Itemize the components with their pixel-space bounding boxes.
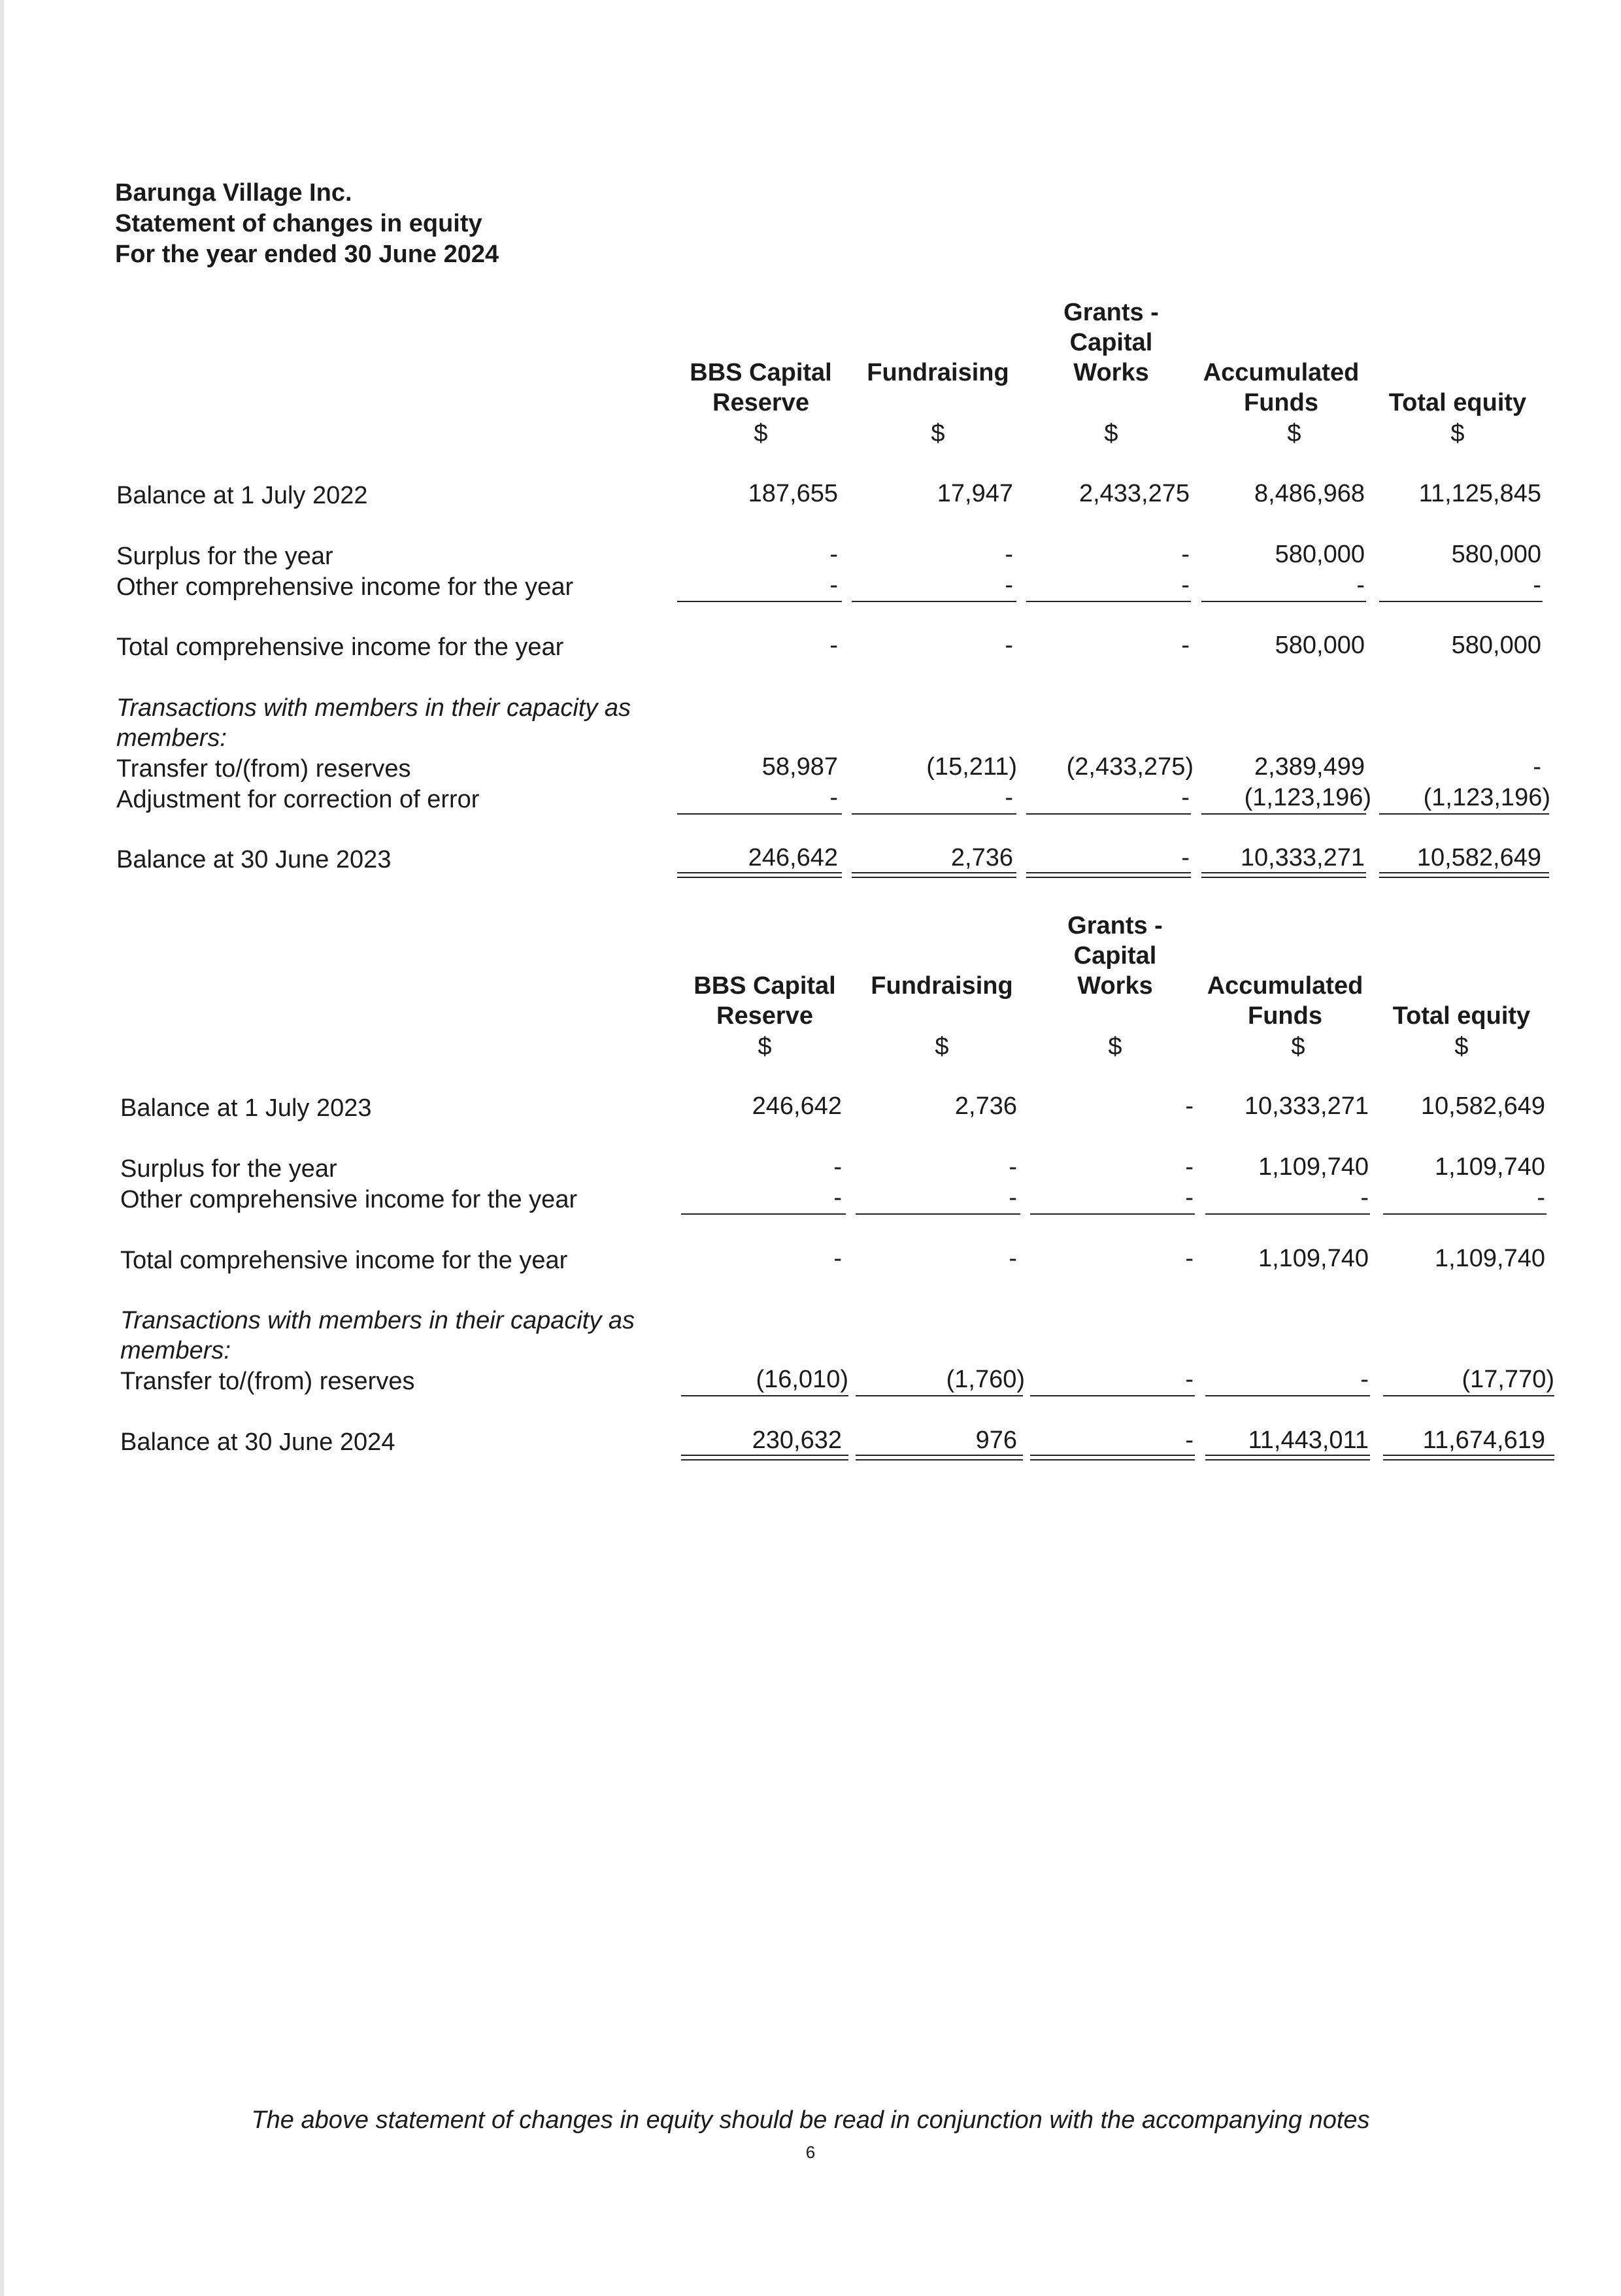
cell-value: - bbox=[829, 571, 838, 599]
statement-heading bbox=[115, 178, 499, 270]
cell-value: 580,000 bbox=[1275, 541, 1365, 568]
row-label-transactions-with-members: Transactions with members in their capacity as members: bbox=[120, 1307, 635, 1364]
total-double-rule bbox=[1030, 1455, 1195, 1460]
col-header-bbs-capital-reserve: BBS Capital Reserve bbox=[694, 972, 836, 1030]
cell-value: - bbox=[1181, 632, 1190, 659]
subtotal-rule bbox=[1026, 601, 1191, 602]
subtotal-rule bbox=[681, 1395, 848, 1396]
subtotal-rule bbox=[677, 813, 842, 815]
cell-value: - bbox=[1537, 1184, 1545, 1211]
cell-value: - bbox=[1360, 1184, 1369, 1211]
row-label-surplus: Surplus for the year bbox=[120, 1155, 337, 1183]
total-double-rule bbox=[677, 872, 842, 878]
cell-value: - bbox=[829, 541, 838, 568]
total-double-rule bbox=[1379, 872, 1549, 878]
subtotal-rule bbox=[1383, 1395, 1554, 1396]
cell-value: (1,123,196) bbox=[1423, 784, 1550, 811]
cell-value: 2,433,275 bbox=[1078, 480, 1190, 507]
cell-value: 187,655 bbox=[748, 480, 838, 507]
cell-value: 230,632 bbox=[752, 1427, 842, 1454]
cell-value: 10,333,271 bbox=[1244, 1092, 1369, 1120]
cell-value: - bbox=[833, 1153, 842, 1181]
total-double-rule bbox=[856, 1455, 1023, 1460]
subtotal-rule bbox=[1379, 813, 1549, 815]
col-currency-total: $ bbox=[1454, 1033, 1469, 1060]
subtotal-rule bbox=[1205, 1395, 1370, 1396]
cell-value: - bbox=[1005, 571, 1013, 599]
row-label-closing-balance: Balance at 30 June 2024 bbox=[120, 1428, 395, 1456]
total-double-rule bbox=[1205, 1455, 1370, 1460]
cell-value: 2,389,499 bbox=[1254, 753, 1365, 781]
subtotal-rule bbox=[1379, 601, 1543, 602]
cell-value: 976 bbox=[975, 1427, 1017, 1454]
cell-value: - bbox=[1181, 571, 1190, 599]
col-currency-bbs: $ bbox=[754, 420, 768, 447]
col-header-total-equity: Total equity bbox=[1388, 389, 1527, 416]
col-currency-bbs: $ bbox=[758, 1033, 772, 1060]
col-header-total-equity: Total equity bbox=[1392, 1002, 1531, 1030]
total-double-rule bbox=[1201, 872, 1366, 878]
row-label-total-comprehensive-income: Total comprehensive income for the year bbox=[116, 633, 564, 661]
col-header-grants-capital-works: Grants - Capital Works bbox=[1067, 912, 1163, 1000]
subtotal-rule bbox=[1030, 1213, 1195, 1215]
footer-note: The above statement of changes in equity should be read in conjunction with the accompanying notes bbox=[251, 2106, 1370, 2134]
cell-value: 11,125,845 bbox=[1418, 480, 1541, 507]
cell-value: 17,947 bbox=[937, 480, 1013, 507]
cell-value: 8,486,968 bbox=[1254, 480, 1365, 507]
cell-value: - bbox=[1009, 1184, 1017, 1211]
cell-value: 11,674,619 bbox=[1422, 1427, 1545, 1454]
col-header-accumulated-funds: Accumulated Funds bbox=[1207, 972, 1363, 1030]
cell-value: - bbox=[1185, 1366, 1194, 1393]
total-double-rule bbox=[852, 872, 1016, 878]
cell-value: (1,123,196) bbox=[1244, 784, 1371, 811]
cell-value: (15,211) bbox=[926, 753, 1017, 781]
cell-value: 10,582,649 bbox=[1420, 1092, 1545, 1120]
statement-title: Statement of changes in equity bbox=[115, 210, 482, 237]
col-currency-accumulated: $ bbox=[1287, 420, 1301, 447]
col-currency-grants: $ bbox=[1108, 1033, 1122, 1060]
cell-value: - bbox=[1533, 753, 1541, 781]
col-header-grants-capital-works: Grants - Capital Works bbox=[1063, 299, 1159, 386]
col-currency-fundraising: $ bbox=[931, 420, 945, 447]
cell-value: - bbox=[833, 1245, 842, 1272]
cell-value: 58,987 bbox=[761, 753, 838, 781]
cell-value: 11,443,011 bbox=[1248, 1427, 1369, 1454]
cell-value: 246,642 bbox=[748, 844, 838, 871]
cell-value: 2,736 bbox=[950, 844, 1013, 871]
row-label-opening-balance: Balance at 1 July 2023 bbox=[120, 1094, 372, 1122]
subtotal-rule bbox=[852, 601, 1016, 602]
entity-name: Barunga Village Inc. bbox=[115, 179, 352, 207]
cell-value: (17,770) bbox=[1462, 1366, 1554, 1393]
cell-value: 1,109,740 bbox=[1258, 1153, 1369, 1181]
row-label-other-comprehensive-income: Other comprehensive income for the year bbox=[116, 573, 574, 601]
cell-value: 580,000 bbox=[1275, 632, 1365, 659]
cell-value: - bbox=[1356, 571, 1365, 599]
total-double-rule bbox=[1383, 1455, 1554, 1460]
col-currency-accumulated: $ bbox=[1291, 1033, 1305, 1060]
subtotal-rule bbox=[681, 1213, 846, 1215]
col-currency-grants: $ bbox=[1104, 420, 1118, 447]
col-currency-fundraising: $ bbox=[935, 1033, 949, 1060]
cell-value: - bbox=[829, 784, 838, 811]
col-header-fundraising: Fundraising bbox=[867, 359, 1009, 386]
subtotal-rule bbox=[1030, 1395, 1195, 1396]
cell-value: 10,582,649 bbox=[1416, 844, 1541, 871]
subtotal-rule bbox=[1026, 813, 1191, 815]
subtotal-rule bbox=[852, 813, 1016, 815]
cell-value: - bbox=[1005, 784, 1013, 811]
row-label-closing-balance: Balance at 30 June 2023 bbox=[116, 846, 392, 873]
cell-value: 246,642 bbox=[752, 1092, 842, 1120]
col-header-bbs-capital-reserve: BBS Capital Reserve bbox=[690, 359, 832, 416]
row-label-transfer-reserves: Transfer to/(from) reserves bbox=[120, 1368, 415, 1395]
cell-value: - bbox=[1005, 541, 1013, 568]
cell-value: - bbox=[1181, 784, 1190, 811]
row-label-surplus: Surplus for the year bbox=[116, 543, 333, 570]
cell-value: 580,000 bbox=[1451, 541, 1541, 568]
row-label-transactions-with-members: Transactions with members in their capacity as members: bbox=[116, 694, 631, 752]
row-label-total-comprehensive-income: Total comprehensive income for the year bbox=[120, 1247, 568, 1274]
statement-period: For the year ended 30 June 2024 bbox=[115, 241, 499, 268]
cell-value: 1,109,740 bbox=[1258, 1245, 1369, 1272]
cell-value: 580,000 bbox=[1451, 632, 1541, 659]
cell-value: - bbox=[1009, 1153, 1017, 1181]
subtotal-rule bbox=[1383, 1213, 1546, 1215]
cell-value: - bbox=[1185, 1427, 1194, 1454]
cell-value: 1,109,740 bbox=[1434, 1153, 1545, 1181]
scan-page-edge bbox=[0, 0, 4, 2296]
subtotal-rule bbox=[856, 1395, 1023, 1396]
cell-value: - bbox=[1533, 571, 1541, 599]
row-label-other-comprehensive-income: Other comprehensive income for the year bbox=[120, 1186, 578, 1213]
cell-value: - bbox=[1185, 1245, 1194, 1272]
cell-value: - bbox=[1181, 541, 1190, 568]
cell-value: (16,010) bbox=[756, 1366, 848, 1393]
col-currency-total: $ bbox=[1450, 420, 1465, 447]
cell-value: 2,736 bbox=[954, 1092, 1017, 1120]
cell-value: - bbox=[1005, 632, 1013, 659]
row-label-opening-balance: Balance at 1 July 2022 bbox=[116, 482, 368, 509]
subtotal-rule bbox=[1201, 813, 1366, 815]
cell-value: - bbox=[1185, 1092, 1194, 1120]
row-label-transfer-reserves: Transfer to/(from) reserves bbox=[116, 755, 411, 783]
cell-value: - bbox=[833, 1184, 842, 1211]
cell-value: 1,109,740 bbox=[1434, 1245, 1545, 1272]
row-label-adjustment-correction: Adjustment for correction of error bbox=[116, 786, 480, 813]
cell-value: (2,433,275) bbox=[1066, 753, 1194, 781]
total-double-rule bbox=[681, 1455, 848, 1460]
cell-value: (1,760) bbox=[946, 1366, 1025, 1393]
cell-value: - bbox=[1181, 844, 1190, 871]
cell-value: - bbox=[1185, 1153, 1194, 1181]
page-number: 6 bbox=[805, 2142, 816, 2162]
col-header-fundraising: Fundraising bbox=[871, 972, 1013, 1000]
subtotal-rule bbox=[1205, 1213, 1370, 1215]
cell-value: - bbox=[1185, 1184, 1194, 1211]
subtotal-rule bbox=[856, 1213, 1020, 1215]
cell-value: - bbox=[1009, 1245, 1017, 1272]
cell-value: 10,333,271 bbox=[1240, 844, 1365, 871]
col-header-accumulated-funds: Accumulated Funds bbox=[1203, 359, 1360, 416]
subtotal-rule bbox=[677, 601, 842, 602]
cell-value: - bbox=[829, 632, 838, 659]
cell-value: - bbox=[1360, 1366, 1369, 1393]
subtotal-rule bbox=[1201, 601, 1366, 602]
total-double-rule bbox=[1026, 872, 1191, 878]
